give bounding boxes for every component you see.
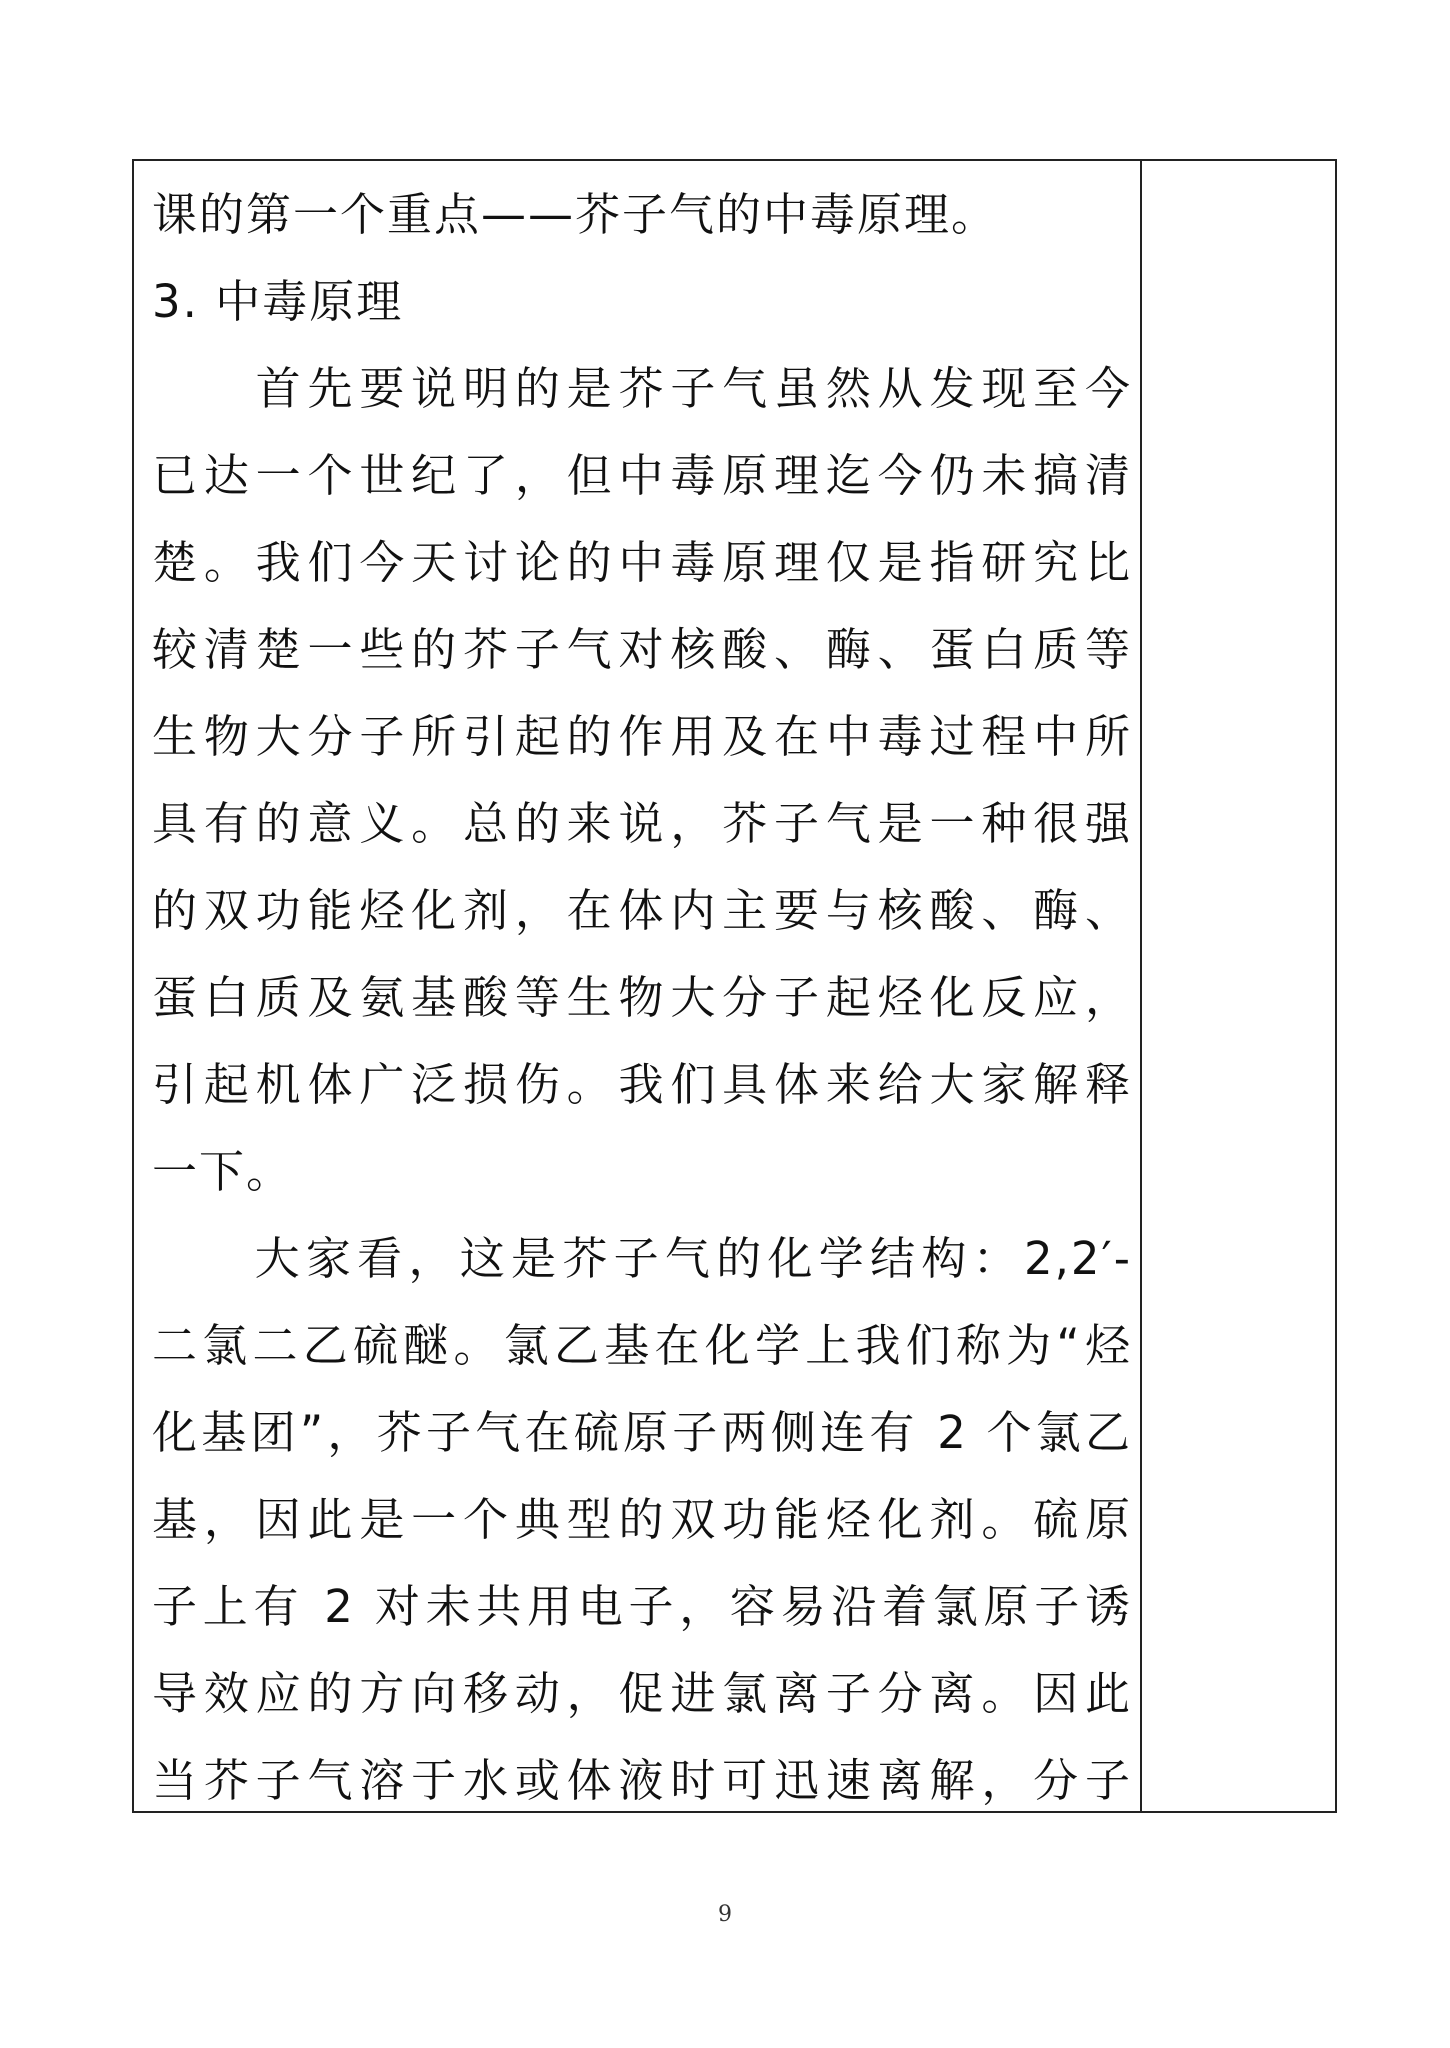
text-line: 一下。 [152, 1145, 294, 1198]
text-line: 较清楚一些的芥子气对核酸、酶、蛋白质等 [152, 623, 1132, 676]
page-number: 9 [718, 1902, 732, 1927]
text-line: 的双功能烃化剂，在体内主要与核酸、酶、 [152, 884, 1132, 937]
document-table [132, 159, 1337, 1813]
text-line: 基，因此是一个典型的双功能烃化剂。硫原 [152, 1493, 1132, 1546]
text-line: 具有的意义。总的来说，芥子气是一种很强 [152, 797, 1132, 850]
section-heading: 3. 中毒原理 [152, 275, 404, 328]
text-line: 楚。我们今天讨论的中毒原理仅是指研究比 [152, 536, 1132, 589]
text-line: 化基团”，芥子气在硫原子两侧连有 2 个氯乙 [152, 1406, 1132, 1459]
text-line: 生物大分子所引起的作用及在中毒过程中所 [152, 710, 1132, 763]
text-line: 首先要说明的是芥子气虽然从发现至今 [152, 362, 1132, 415]
text-line: 蛋白质及氨基酸等生物大分子起烃化反应， [152, 971, 1132, 1024]
text-line: 已达一个世纪了，但中毒原理迄今仍未搞清 [152, 449, 1132, 502]
text-line: 导效应的方向移动，促进氯离子分离。因此 [152, 1667, 1132, 1720]
column-divider [1140, 161, 1142, 1811]
text-line: 大家看，这是芥子气的化学结构：2,2′- [152, 1232, 1132, 1285]
text-line: 引起机体广泛损伤。我们具体来给大家解释 [152, 1058, 1132, 1111]
text-line: 当芥子气溶于水或体液时可迅速离解，分子 [152, 1754, 1132, 1807]
main-text-cell [152, 171, 1132, 1824]
text-line: 子上有 2 对未共用电子，容易沿着氯原子诱 [152, 1580, 1132, 1633]
text-line: 二氯二乙硫醚。氯乙基在化学上我们称为“烃 [152, 1319, 1132, 1372]
text-line: 课的第一个重点——芥子气的中毒原理。 [152, 188, 999, 241]
